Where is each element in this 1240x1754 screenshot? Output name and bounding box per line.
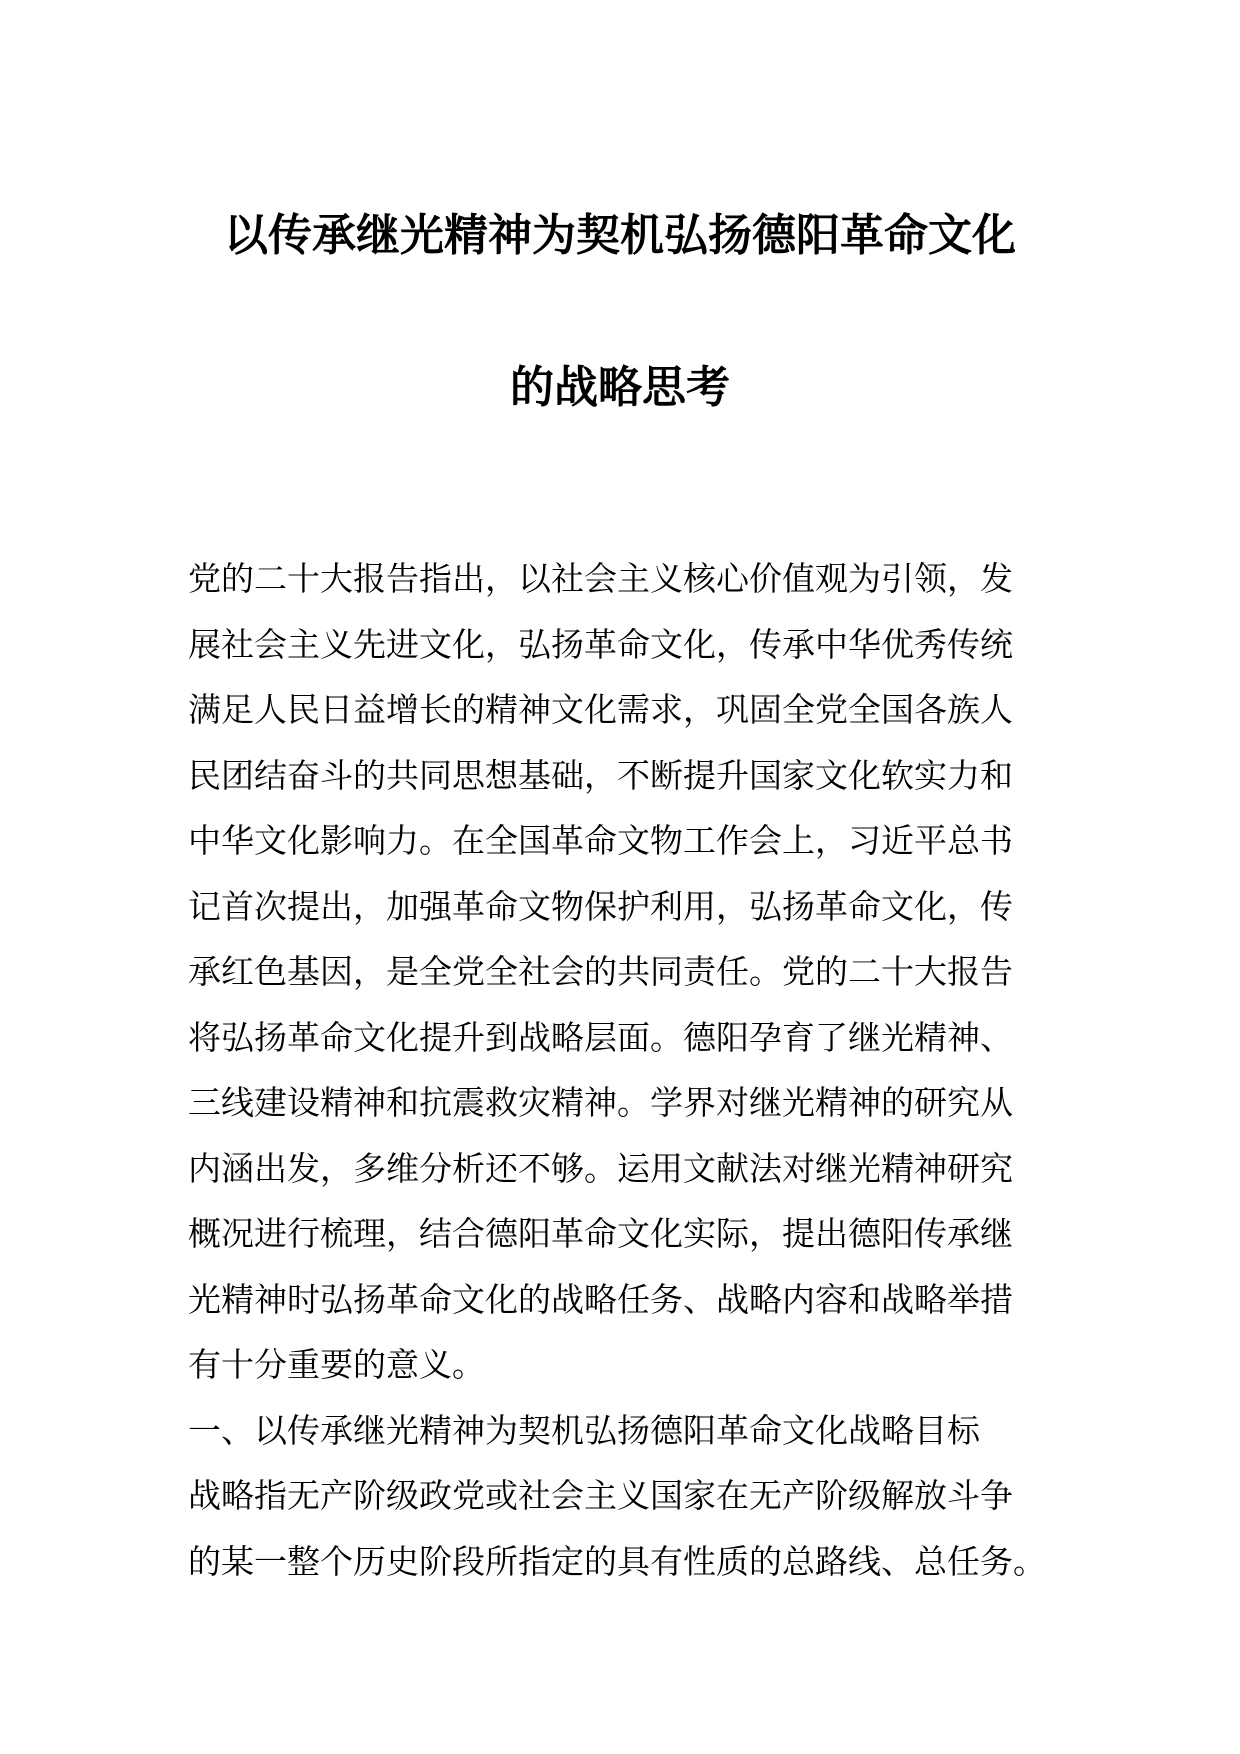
body-line: 满足人民日益增长的精神文化需求，巩固全党全国各族人	[188, 690, 1013, 729]
body-line: 中华文化影响力。在全国革命文物工作会上，习近平总书	[188, 821, 1013, 860]
body-line: 战略指无产阶级政党或社会主义国家在无产阶级解放斗争	[188, 1476, 1013, 1515]
document-title-line-1: 以传承继光精神为契机弘扬德阳革命文化	[224, 210, 1016, 261]
body-line: 的某一整个历史阶段所指定的具有性质的总路线、总任务。	[188, 1541, 1046, 1581]
body-line: 光精神时弘扬革命文化的战略任务、战略内容和战略举措	[188, 1279, 1013, 1319]
body-line: 展社会主义先进文化，弘扬革命文化，传承中华优秀传统	[188, 624, 1013, 664]
body-line: 三线建设精神和抗震救灾精神。学界对继光精神的研究从	[188, 1083, 1013, 1122]
body-line: 内涵出发，多维分析还不够。运用文献法对继光精神研究	[188, 1148, 1013, 1188]
body-line: 承红色基因，是全党全社会的共同责任。党的二十大报告	[188, 952, 1013, 991]
document-body	[188, 546, 1068, 1594]
body-line: 有十分重要的意义。	[188, 1345, 485, 1384]
body-line: 记首次提出，加强革命文物保护利用，弘扬革命文化，传	[188, 886, 1013, 926]
body-line: 概况进行梳理，结合德阳革命文化实际，提出德阳传承继	[188, 1214, 1013, 1253]
body-line: 党的二十大报告指出，以社会主义核心价值观为引领，发	[188, 559, 1013, 598]
section-heading: 一、以传承继光精神为契机弘扬德阳革命文化战略目标	[188, 1410, 980, 1450]
body-line: 民团结奋斗的共同思想基础，不断提升国家文化软实力和	[188, 755, 1013, 795]
document-title-line-2: 的战略思考	[510, 362, 730, 413]
body-line: 将弘扬革命文化提升到战略层面。德阳孕育了继光精神、	[188, 1017, 1013, 1057]
